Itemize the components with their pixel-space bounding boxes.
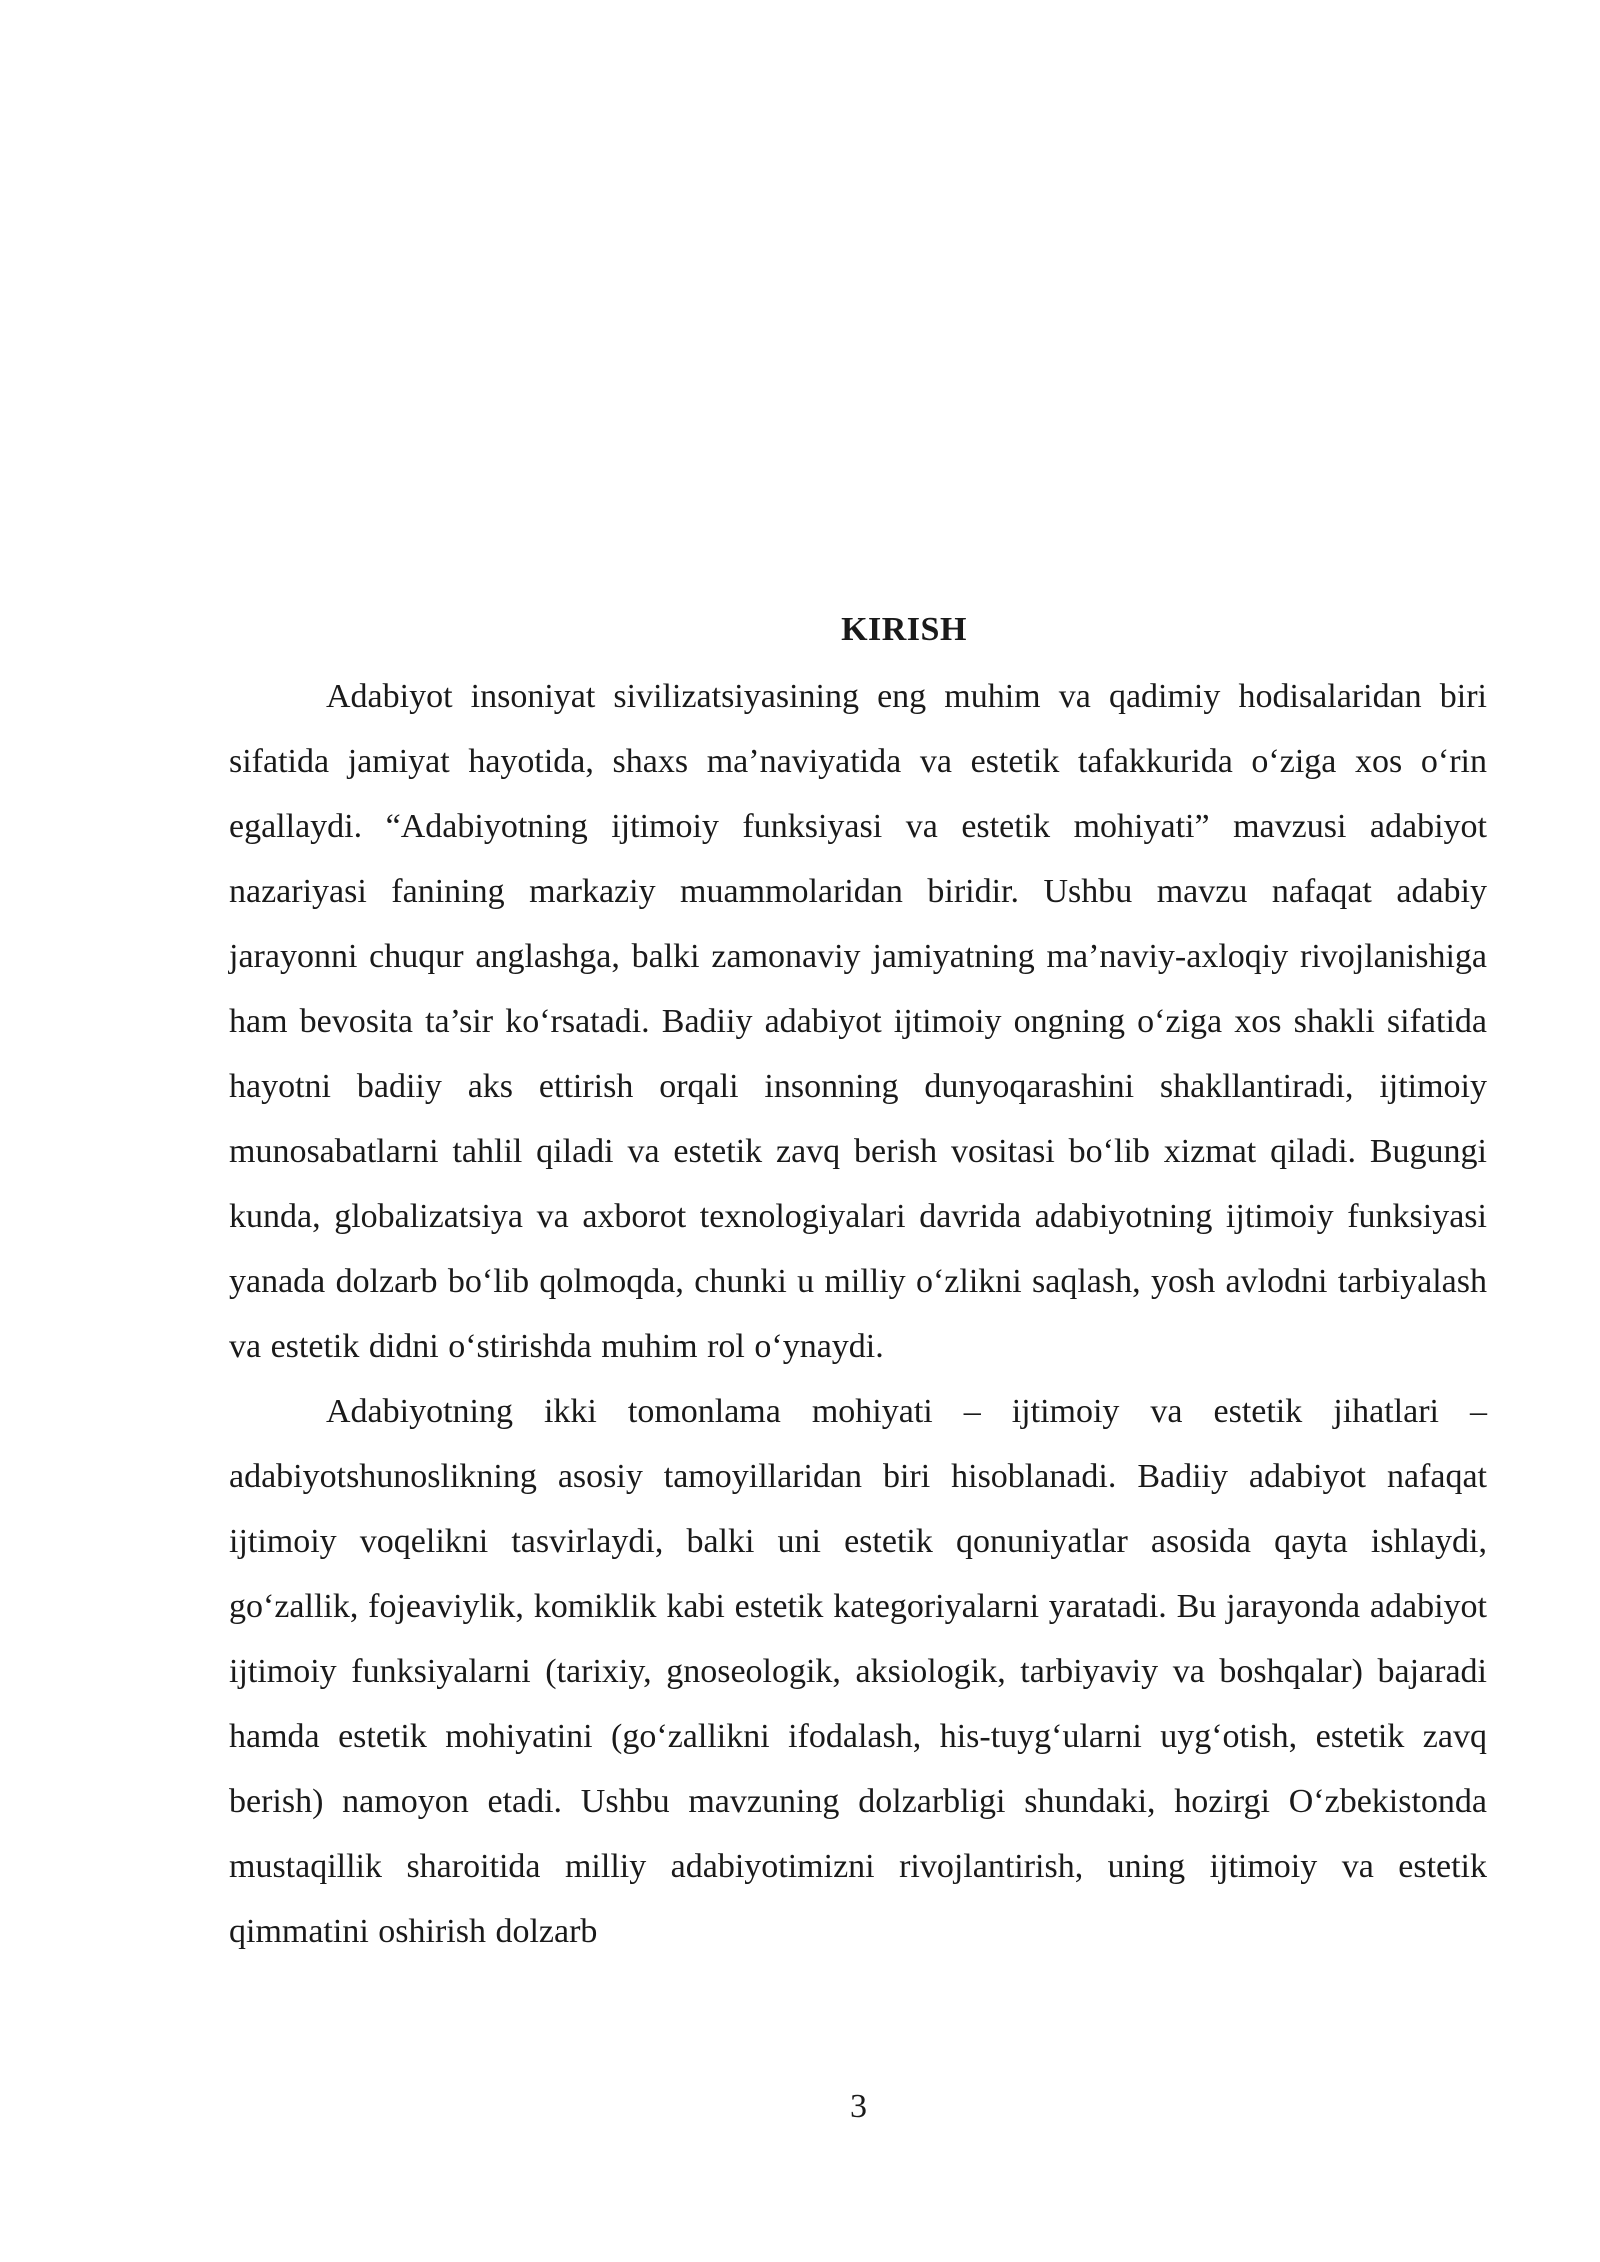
body-text: [229, 664, 1487, 1964]
section-heading: KIRISH: [841, 611, 967, 648]
page-number: 3: [850, 2088, 867, 2125]
paragraph-1: Adabiyot insoniyat sivilizatsiyasining eng muhim va qadimiy hodisalaridan biri sifatida jamiyat hayotida, shaxs ma’naviyatida va estetik tafakkurida o‘ziga xos o‘rin egallaydi. “Adabiyotning ijtimoiy funksiyasi va estetik mohiyati” mavzusi adabiyot nazariyasi fanining markaziy muammolaridan biridir. Ushbu mavzu nafaqat adabiy jarayonni chuqur anglashga, balki zamonaviy jamiyatning ma’naviy-axloqiy rivojlanishiga ham bevosita ta’sir ko‘rsatadi. Badiiy adabiyot ijtimoiy ongning o‘ziga xos shakli sifatida hayotni badiiy aks ettirish orqali insonning dunyoqarashini shakllantiradi, ijtimoiy munosabatlarni tahlil qiladi va estetik zavq berish vositasi bo‘lib xizmat qiladi. Bugungi kunda, globalizatsiya va axborot texnologiyalari davrida adabiyotning ijtimoiy funksiyasi yanada dolzarb bo‘lib qolmoqda, chunki u milliy o‘zlikni saqlash, yosh avlodni tarbiyalash va estetik didni o‘stirishda muhim rol o‘ynaydi.: [229, 678, 1487, 1365]
paragraph-2: Adabiyotning ikki tomonlama mohiyati – ijtimoiy va estetik jihatlari – adabiyotshunoslikning asosiy tamoyillaridan biri hisoblanadi. Badiiy adabiyot nafaqat ijtimoiy voqelikni tasvirlaydi, balki uni estetik qonuniyatlar asosida qayta ishlaydi, go‘zallik, fojeaviylik, komiklik kabi estetik kategoriyalarni yaratadi. Bu jarayonda adabiyot ijtimoiy funksiyalarni (tarixiy, gnoseologik, aksiologik, tarbiyaviy va boshqalar) bajaradi hamda estetik mohiyatini (go‘zallikni ifodalash, his-tuyg‘ularni uyg‘otish, estetik zavq berish) namoyon etadi. Ushbu mavzuning dolzarbligi shundaki, hozirgi O‘zbekistonda mustaqillik sharoitida milliy adabiyotimizni rivojlantirish, uning ijtimoiy va estetik qimmatini oshirish dolzarb: [229, 1393, 1487, 1950]
